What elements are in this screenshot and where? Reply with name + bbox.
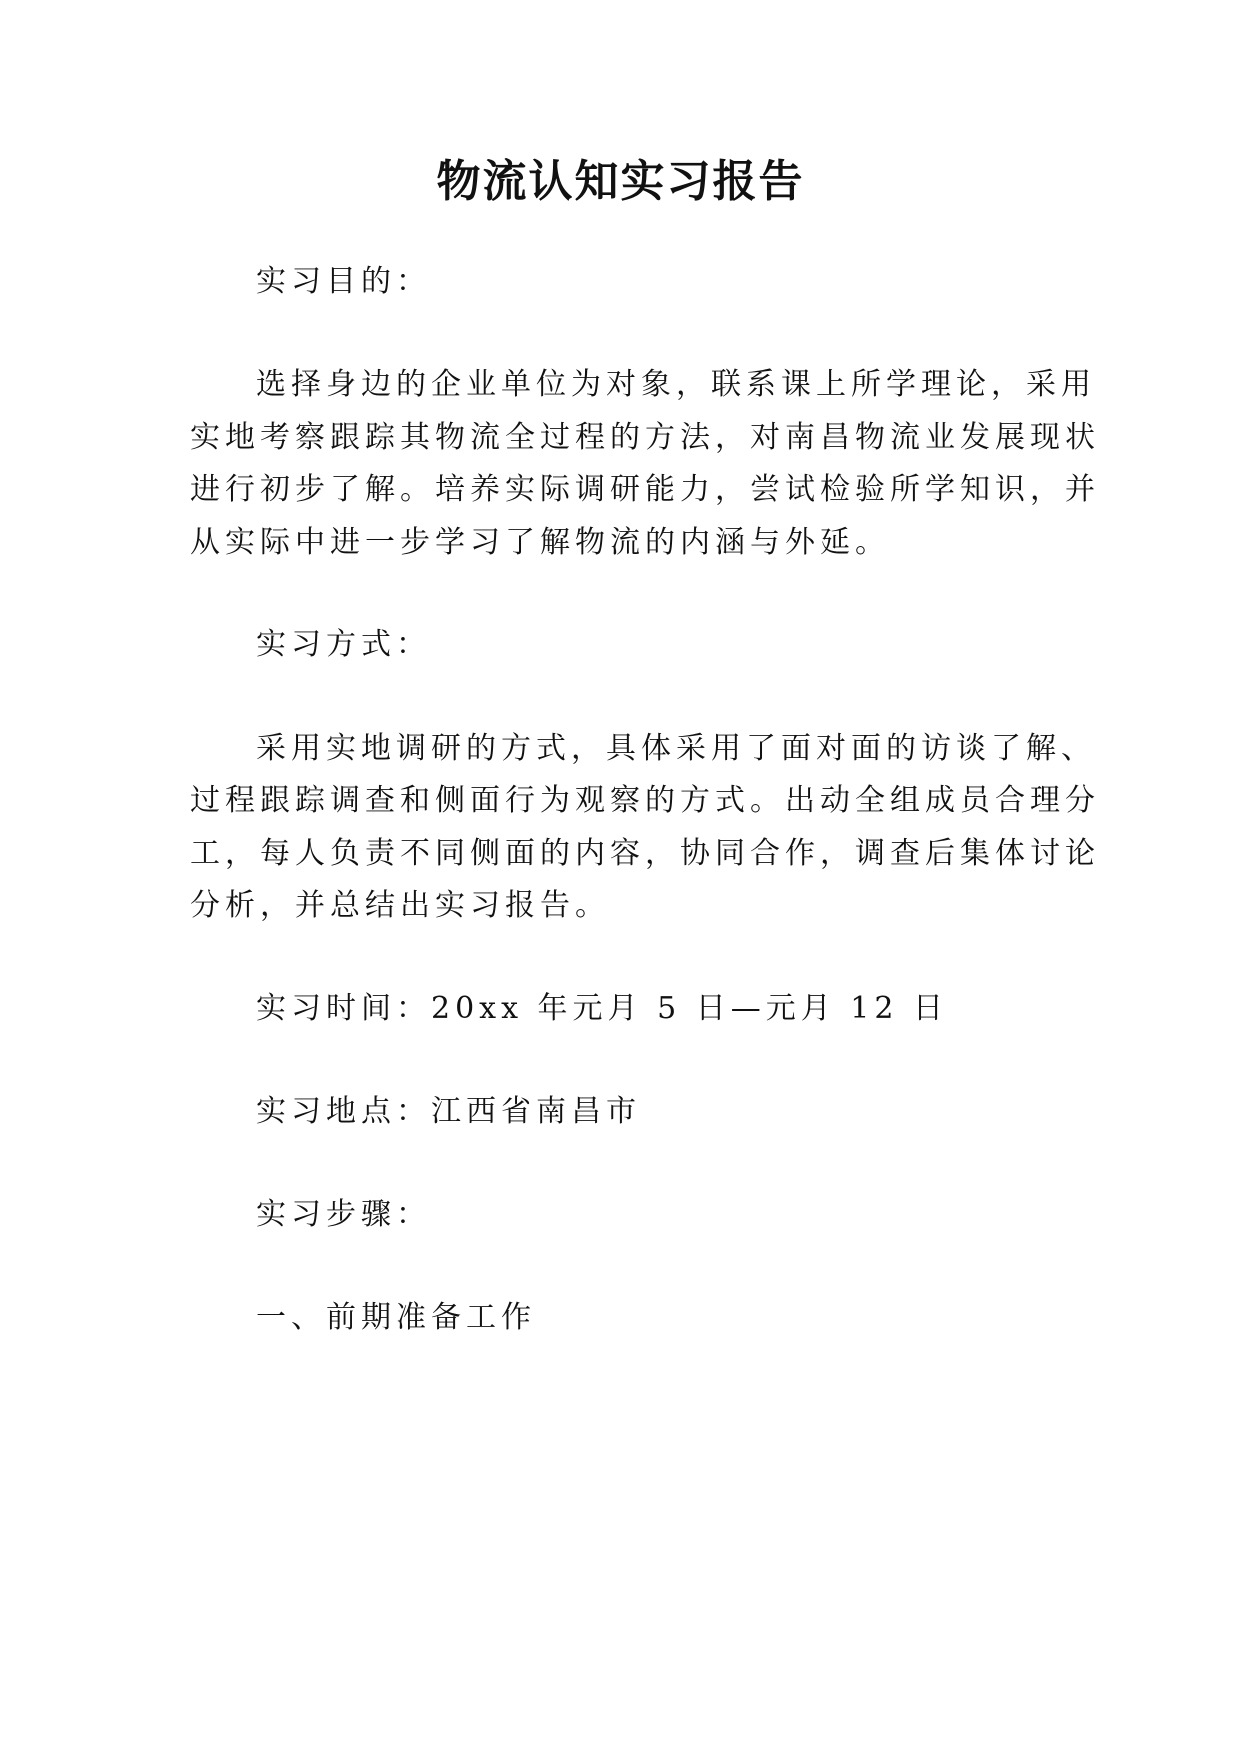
method-heading: 实习方式： — [256, 627, 431, 662]
purpose-heading: 实习目的： — [256, 264, 431, 299]
purpose-line-1: 选择身边的企业单位为对象，联系课上所学理论，采用 — [256, 367, 1096, 402]
method-line-3: 工，每人负责不同侧面的内容，协同合作，调查后集体讨论 — [190, 836, 1100, 871]
steps-heading: 实习步骤： — [256, 1197, 431, 1232]
method-line-2: 过程跟踪调查和侧面行为观察的方式。出动全组成员合理分 — [190, 783, 1100, 818]
time-line: 实习时间：20xx 年元月 5 日—元月 12 日 — [256, 991, 948, 1026]
purpose-line-4: 从实际中进一步学习了解物流的内涵与外延。 — [190, 525, 890, 560]
document-title: 物流认知实习报告 — [436, 156, 805, 207]
purpose-line-2: 实地考察跟踪其物流全过程的方法，对南昌物流业发展现状 — [190, 420, 1100, 455]
method-line-4: 分析，并总结出实习报告。 — [190, 888, 610, 923]
method-line-1: 采用实地调研的方式，具体采用了面对面的访谈了解、 — [256, 731, 1096, 766]
purpose-line-3: 进行初步了解。培养实际调研能力，尝试检验所学知识，并 — [190, 472, 1100, 507]
place-line: 实习地点：江西省南昌市 — [256, 1094, 641, 1129]
step-one-heading: 一、前期准备工作 — [256, 1300, 536, 1335]
